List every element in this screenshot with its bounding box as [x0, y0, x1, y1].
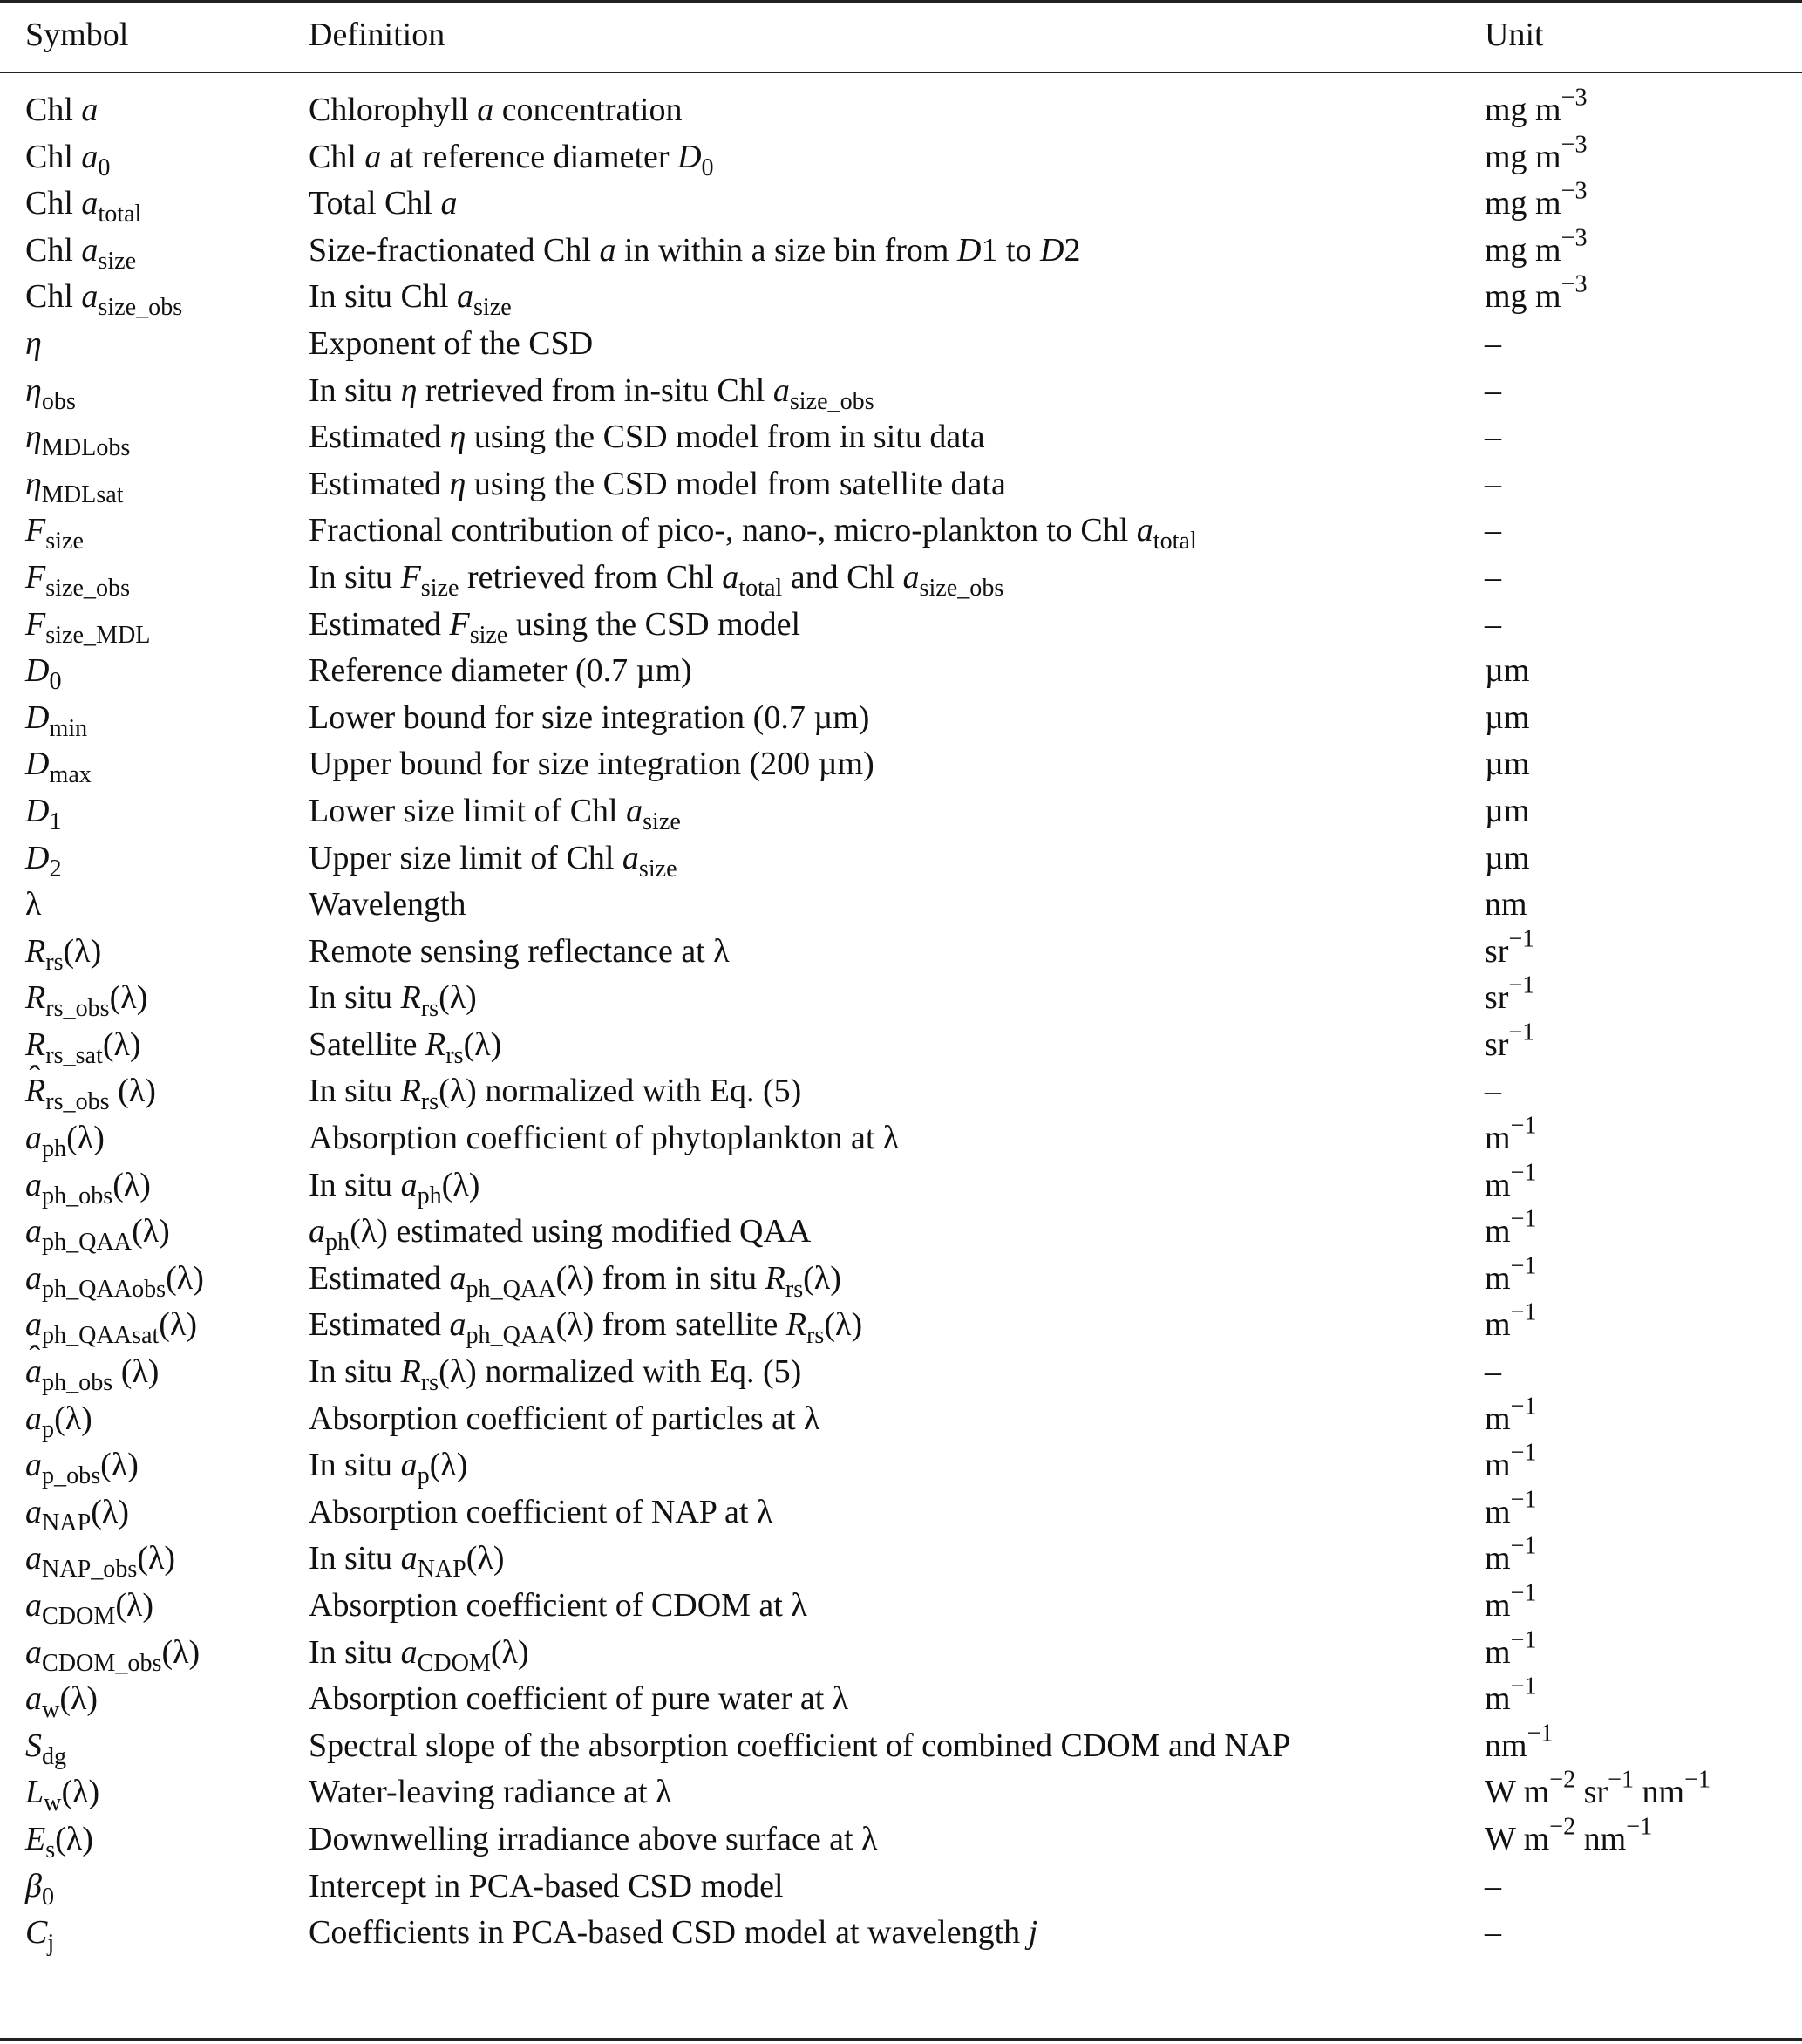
unit-cell: $m^{-1}$ — [1485, 1299, 1537, 1344]
symbol-cell: $F_{size}$ — [25, 512, 84, 555]
table-row — [0, 224, 1802, 275]
symbol-cell: $a_{ph\_obs}(\lambda)$ — [25, 1166, 151, 1209]
symbol-cell: $E_s(\lambda)$ — [25, 1820, 93, 1863]
definition-cell: In situ $R_{rs}(\lambda)$ — [309, 979, 477, 1023]
symbol-cell: $L_w(\lambda)$ — [25, 1774, 100, 1817]
definition-cell: Remote sensing reflectance at λ — [309, 932, 730, 970]
symbol-cell: $a_{CDOM}(\lambda)$ — [25, 1587, 154, 1630]
table-row — [0, 505, 1802, 555]
table-row — [0, 599, 1802, 649]
definition-cell: In situ $F_{size}$ retrieved from Chl $a_{total}$ and Chl $a_{size\_obs}$ — [309, 558, 1004, 602]
unit-cell: $m^{-1}$ — [1485, 1439, 1537, 1484]
unit-cell: $m^{-1}$ — [1485, 1673, 1537, 1718]
symbol-cell: $D_{max}$ — [25, 746, 92, 789]
table-row — [0, 1160, 1802, 1207]
symbol-cell: $\eta_{obs}$ — [25, 371, 76, 415]
unit-cell: µm — [1485, 792, 1530, 829]
unit-cell: $sr^{-1}$ — [1485, 971, 1535, 1017]
table-row — [0, 459, 1802, 506]
table-row — [0, 971, 1802, 1023]
unit-cell: – — [1485, 419, 1501, 456]
symbol-cell: $\eta_{MDLsat}$ — [25, 465, 124, 508]
table-row — [0, 552, 1802, 602]
table-row — [0, 1579, 1802, 1630]
table-row — [0, 1861, 1802, 1911]
symbol-cell: $a_p(\lambda)$ — [25, 1400, 92, 1443]
unit-cell: nm — [1485, 886, 1527, 923]
table-row — [0, 412, 1802, 462]
table-body — [0, 84, 1802, 1958]
unit-cell: $m^{-1}$ — [1485, 1532, 1537, 1577]
definition-cell: Total Chl a — [309, 185, 458, 222]
definition-cell: Downwelling irradiance above surface at λ — [309, 1820, 878, 1857]
symbol-cell: η — [25, 324, 42, 362]
symbol-cell: $F_{size\_obs}$ — [25, 558, 131, 602]
unit-cell: – — [1485, 371, 1501, 409]
symbol-cell: $S_{dg}$ — [25, 1727, 67, 1770]
definition-cell: Water-leaving radiance at λ — [309, 1774, 672, 1811]
symbol-cell: $D_{min}$ — [25, 698, 88, 742]
table-row — [0, 1019, 1802, 1069]
table-row — [0, 925, 1802, 976]
top-rule — [0, 0, 1802, 3]
definition-cell: Absorption coefficient of particles at λ — [309, 1400, 820, 1437]
symbol-cell: Chl $a_{size}$ — [25, 231, 137, 275]
symbol-cell: Chl $a_0$ — [25, 138, 111, 181]
unit-cell: mg $m^{-3}$ — [1485, 84, 1588, 128]
symbol-cell: Chl $a_{total}$ — [25, 185, 142, 228]
table-row — [0, 739, 1802, 789]
unit-cell: – — [1485, 1914, 1501, 1952]
unit-cell: $m^{-1}$ — [1485, 1626, 1537, 1671]
table-row — [0, 132, 1802, 179]
definition-cell: Coefficients in PCA-based CSD model at wavelength j — [309, 1914, 1038, 1952]
table-row — [0, 879, 1802, 926]
symbol-cell: Chl $a_{size\_obs}$ — [25, 278, 183, 322]
definition-cell: Size-fractionated Chl a in within a size bin from D1 to D2 — [309, 231, 1081, 269]
unit-cell: $m^{-1}$ — [1485, 1159, 1537, 1203]
header-rule — [0, 72, 1802, 73]
definition-cell: In situ $a_{NAP}(\lambda)$ — [309, 1540, 505, 1584]
bottom-rule — [0, 2038, 1802, 2041]
definition-cell: Chl a at reference diameter $D_0$ — [309, 138, 714, 181]
table-row — [0, 318, 1802, 365]
table-row — [0, 1346, 1802, 1397]
unit-cell: – — [1485, 1867, 1501, 1904]
unit-cell: – — [1485, 1073, 1501, 1110]
unit-cell: – — [1485, 1353, 1501, 1391]
symbol-cell: $a_{p\_obs}(\lambda)$ — [25, 1447, 139, 1490]
definition-cell: Upper bound for size integration (200 µm) — [309, 746, 874, 783]
definition-cell: Estimated η using the CSD model from satellite data — [309, 465, 1006, 502]
unit-cell: µm — [1485, 746, 1530, 783]
table-header-row — [0, 12, 1802, 58]
table-row — [0, 177, 1802, 228]
definition-cell: Satellite $R_{rs}(\lambda)$ — [309, 1025, 502, 1069]
definition-cell: Estimated $a_{ph\_QAA}(\lambda)$ from in situ $R_{rs}(\lambda)$ — [309, 1259, 841, 1303]
unit-cell: W $m^{-2}$ $sr^{-1}$ $nm^{-1}$ — [1485, 1766, 1711, 1811]
unit-cell: mg $m^{-3}$ — [1485, 224, 1588, 269]
unit-cell: – — [1485, 605, 1501, 643]
definition-cell: Intercept in PCA-based CSD model — [309, 1867, 784, 1904]
table-row — [0, 1439, 1802, 1490]
symbol-cell: $D_0$ — [25, 652, 62, 696]
table-row — [0, 692, 1802, 742]
unit-cell: mg $m^{-3}$ — [1485, 131, 1588, 175]
definition-cell: Lower bound for size integration (0.7 µm) — [309, 698, 870, 736]
symbol-cell: ˆ $a_{ph\_obs}$ (λ) — [25, 1346, 159, 1397]
symbol-cell: $a_{NAP}(\lambda)$ — [25, 1493, 129, 1536]
definition-cell: Absorption coefficient of pure water at λ — [309, 1680, 849, 1718]
definition-cell: Estimated $a_{ph\_QAA}(\lambda)$ from satellite $R_{rs}(\lambda)$ — [309, 1306, 863, 1350]
table-row — [0, 1205, 1802, 1257]
unit-cell: µm — [1485, 652, 1530, 690]
symbol-cell: $a_w(\lambda)$ — [25, 1680, 99, 1724]
unit-cell: $m^{-1}$ — [1485, 1486, 1537, 1530]
table-row — [0, 1393, 1802, 1441]
symbol-cell: Chl a — [25, 92, 99, 128]
header-definition: Definition — [309, 17, 445, 53]
definition-cell: Absorption coefficient of CDOM at λ — [309, 1587, 807, 1624]
unit-cell: – — [1485, 512, 1501, 549]
table-row — [0, 1487, 1802, 1534]
unit-cell: $m^{-1}$ — [1485, 1579, 1537, 1624]
symbol-cell: $D_1$ — [25, 792, 62, 835]
table-row — [0, 85, 1802, 132]
definition-cell: Wavelength — [309, 886, 466, 923]
unit-cell: $sr^{-1}$ — [1485, 925, 1535, 970]
symbol-cell: $a_{CDOM\_obs}(\lambda)$ — [25, 1633, 201, 1677]
definition-cell: In situ $a_{CDOM}(\lambda)$ — [309, 1633, 529, 1677]
symbol-cell: $D_2$ — [25, 839, 62, 882]
symbol-cell: $a_{ph}(\lambda)$ — [25, 1120, 105, 1163]
definition-cell: In situ η retrieved from in-situ Chl $a_{size\_obs}$ — [309, 371, 874, 415]
definition-cell: In situ $R_{rs}(\lambda)$ normalized with Eq. (5) — [309, 1073, 802, 1116]
table-row — [0, 365, 1802, 415]
unit-cell: – — [1485, 558, 1501, 596]
symbol-cell: $\beta_0$ — [25, 1867, 54, 1911]
symbol-cell: $a_{ph\_QAAsat}(\lambda)$ — [25, 1306, 198, 1350]
table-row — [0, 833, 1802, 880]
symbol-cell: ˆ $R_{rs\_obs}$ (λ) — [25, 1066, 156, 1116]
unit-cell: mg $m^{-3}$ — [1485, 177, 1588, 222]
definition-cell: Absorption coefficient of phytoplankton at λ — [309, 1120, 900, 1157]
table-row — [0, 1673, 1802, 1724]
unit-cell: – — [1485, 465, 1501, 502]
unit-cell: µm — [1485, 698, 1530, 736]
symbol-cell: $R_{rs}(\lambda)$ — [25, 932, 102, 976]
unit-cell: $m^{-1}$ — [1485, 1393, 1537, 1437]
definition-cell: Upper size limit of Chl $a_{size}$ — [309, 839, 677, 882]
unit-cell: mg $m^{-3}$ — [1485, 270, 1588, 316]
header-unit: Unit — [1485, 17, 1544, 53]
table-row — [0, 1814, 1802, 1861]
unit-cell: $sr^{-1}$ — [1485, 1019, 1535, 1063]
table-row — [0, 1112, 1802, 1163]
symbol-cell: $a_{ph\_QAA}(\lambda)$ — [25, 1213, 170, 1257]
definition-cell: Exponent of the CSD — [309, 324, 594, 362]
definition-cell: Estimated $F_{size}$ using the CSD model — [309, 605, 801, 649]
unit-cell: $nm^{-1}$ — [1485, 1720, 1554, 1764]
definition-cell: Reference diameter (0.7 µm) — [309, 652, 692, 690]
unit-cell: – — [1485, 324, 1501, 362]
unit-cell: $m^{-1}$ — [1485, 1252, 1537, 1297]
table-row — [0, 786, 1802, 833]
unit-cell: $m^{-1}$ — [1485, 1205, 1537, 1250]
symbol-cell: $C_j$ — [25, 1914, 55, 1958]
definition-cell: In situ $a_{ph}(\lambda)$ — [309, 1166, 480, 1209]
table-row — [0, 1252, 1802, 1303]
unit-cell: µm — [1485, 839, 1530, 876]
unit-cell: W $m^{-2}$ $nm^{-1}$ — [1485, 1813, 1653, 1857]
definition-cell: Lower size limit of Chl $a_{size}$ — [309, 792, 681, 835]
symbol-cell: $F_{size\_MDL}$ — [25, 605, 151, 649]
definition-cell: Absorption coefficient of NAP at λ — [309, 1493, 773, 1530]
definition-cell: Spectral slope of the absorption coefficient of combined CDOM and NAP — [309, 1727, 1291, 1764]
definition-cell: In situ $a_p(\lambda)$ — [309, 1447, 468, 1490]
symbol-cell: λ — [25, 886, 42, 923]
symbol-cell: $R_{rs\_sat}(\lambda)$ — [25, 1025, 141, 1069]
table-row — [0, 1299, 1802, 1350]
symbol-cell: $R_{rs\_obs}(\lambda)$ — [25, 979, 148, 1023]
table-row — [0, 1907, 1802, 1958]
table-row — [0, 1532, 1802, 1584]
unit-cell: $m^{-1}$ — [1485, 1112, 1537, 1157]
definition-cell: Chlorophyll a concentration — [309, 92, 683, 128]
table-row — [0, 1720, 1802, 1768]
header-symbol: Symbol — [25, 17, 129, 53]
table-row — [0, 1626, 1802, 1677]
definition-cell: Fractional contribution of pico-, nano-, micro-plankton to Chl $a_{total}$ — [309, 512, 1197, 555]
definition-cell: In situ $R_{rs}(\lambda)$ normalized with Eq. (5) — [309, 1353, 802, 1397]
definition-cell: Estimated η using the CSD model from in situ data — [309, 419, 985, 456]
symbol-cell: $a_{ph\_QAAobs}(\lambda)$ — [25, 1259, 204, 1303]
table-row — [0, 270, 1802, 322]
symbol-cell: $\eta_{MDLobs}$ — [25, 419, 131, 462]
definition-cell: In situ Chl $a_{size}$ — [309, 278, 512, 322]
table-row — [0, 1066, 1802, 1116]
table-row — [0, 645, 1802, 696]
symbol-cell: $a_{NAP\_obs}(\lambda)$ — [25, 1540, 176, 1584]
table-row — [0, 1766, 1802, 1817]
definition-cell: $a_{ph}(\lambda)$ estimated using modified QAA — [309, 1213, 812, 1257]
